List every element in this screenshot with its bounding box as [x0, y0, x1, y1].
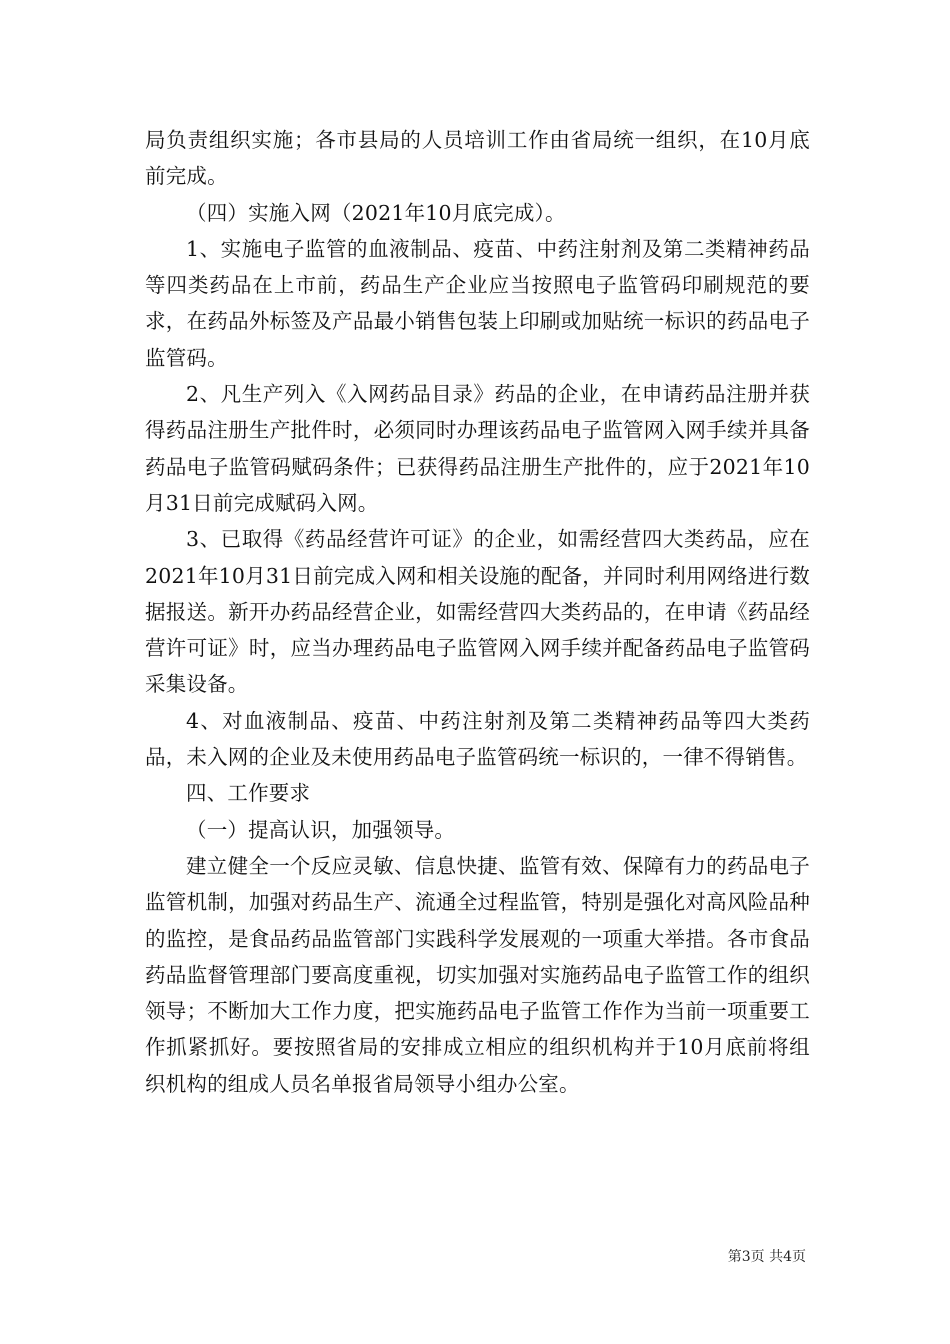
paragraph-item-2: 2、凡生产列入《入网药品目录》药品的企业，在申请药品注册并获得药品注册生产批件时，必须同时办理该药品电子监管网入网手续并具备药品电子监管码赋码条件；已获得药品注册生产批件的，应于2021年10月31日前完成赋码入网。: [145, 382, 810, 515]
heading-raise-awareness: （一）提高认识，加强领导。: [186, 817, 456, 842]
heading-work-requirements: 四、工作要求: [186, 781, 311, 806]
paragraph-item-3: 3、已取得《药品经营许可证》的企业，如需经营四大类药品，应在2021年10月31日前完成入网和相关设施的配备，并同时利用网络进行数据报送。新开办药品经营企业，如需经营四大类药品的，在申请《药品经营许可证》时，应当办理药品电子监管网入网手续并配备药品电子监管码采集设备。: [145, 527, 810, 697]
heading-implement-network: （四）实施入网（2021年10月底完成）。: [186, 200, 566, 225]
paragraph-training-continued: 局负责组织实施；各市县局的人员培训工作由省局统一组织，在10月底前完成。: [145, 128, 810, 189]
paragraph-item-1: 1、实施电子监管的血液制品、疫苗、中药注射剂及第二类精神药品等四类药品在上市前，药品生产企业应当按照电子监管码印刷规范的要求，在药品外标签及产品最小销售包装上印刷或加贴统一标识的药品电子监管码。: [145, 236, 810, 370]
document-body: [145, 122, 810, 1102]
paragraph-item-4: 4、对血液制品、疫苗、中药注射剂及第二类精神药品等四大类药品，未入网的企业及未使用药品电子监管码统一标识的，一律不得销售。: [145, 708, 810, 770]
paragraph-supervision-mechanism: 建立健全一个反应灵敏、信息快捷、监管有效、保障有力的药品电子监管机制，加强对药品生产、流通全过程监管，特别是强化对高风险品种的监控，是食品药品监管部门实践科学发展观的一项重大举措。各市食品药品监督管理部门要高度重视，切实加强对实施药品电子监管工作的组织领导；不断加大工作力度，把实施药品电子监管工作作为当前一项重要工作抓紧抓好。要按照省局的安排成立相应的组织机构并于10月底前将组织机构的组成人员名单报省局领导小组办公室。: [145, 853, 810, 1096]
page-number: 第3页 共4页: [727, 1249, 806, 1265]
